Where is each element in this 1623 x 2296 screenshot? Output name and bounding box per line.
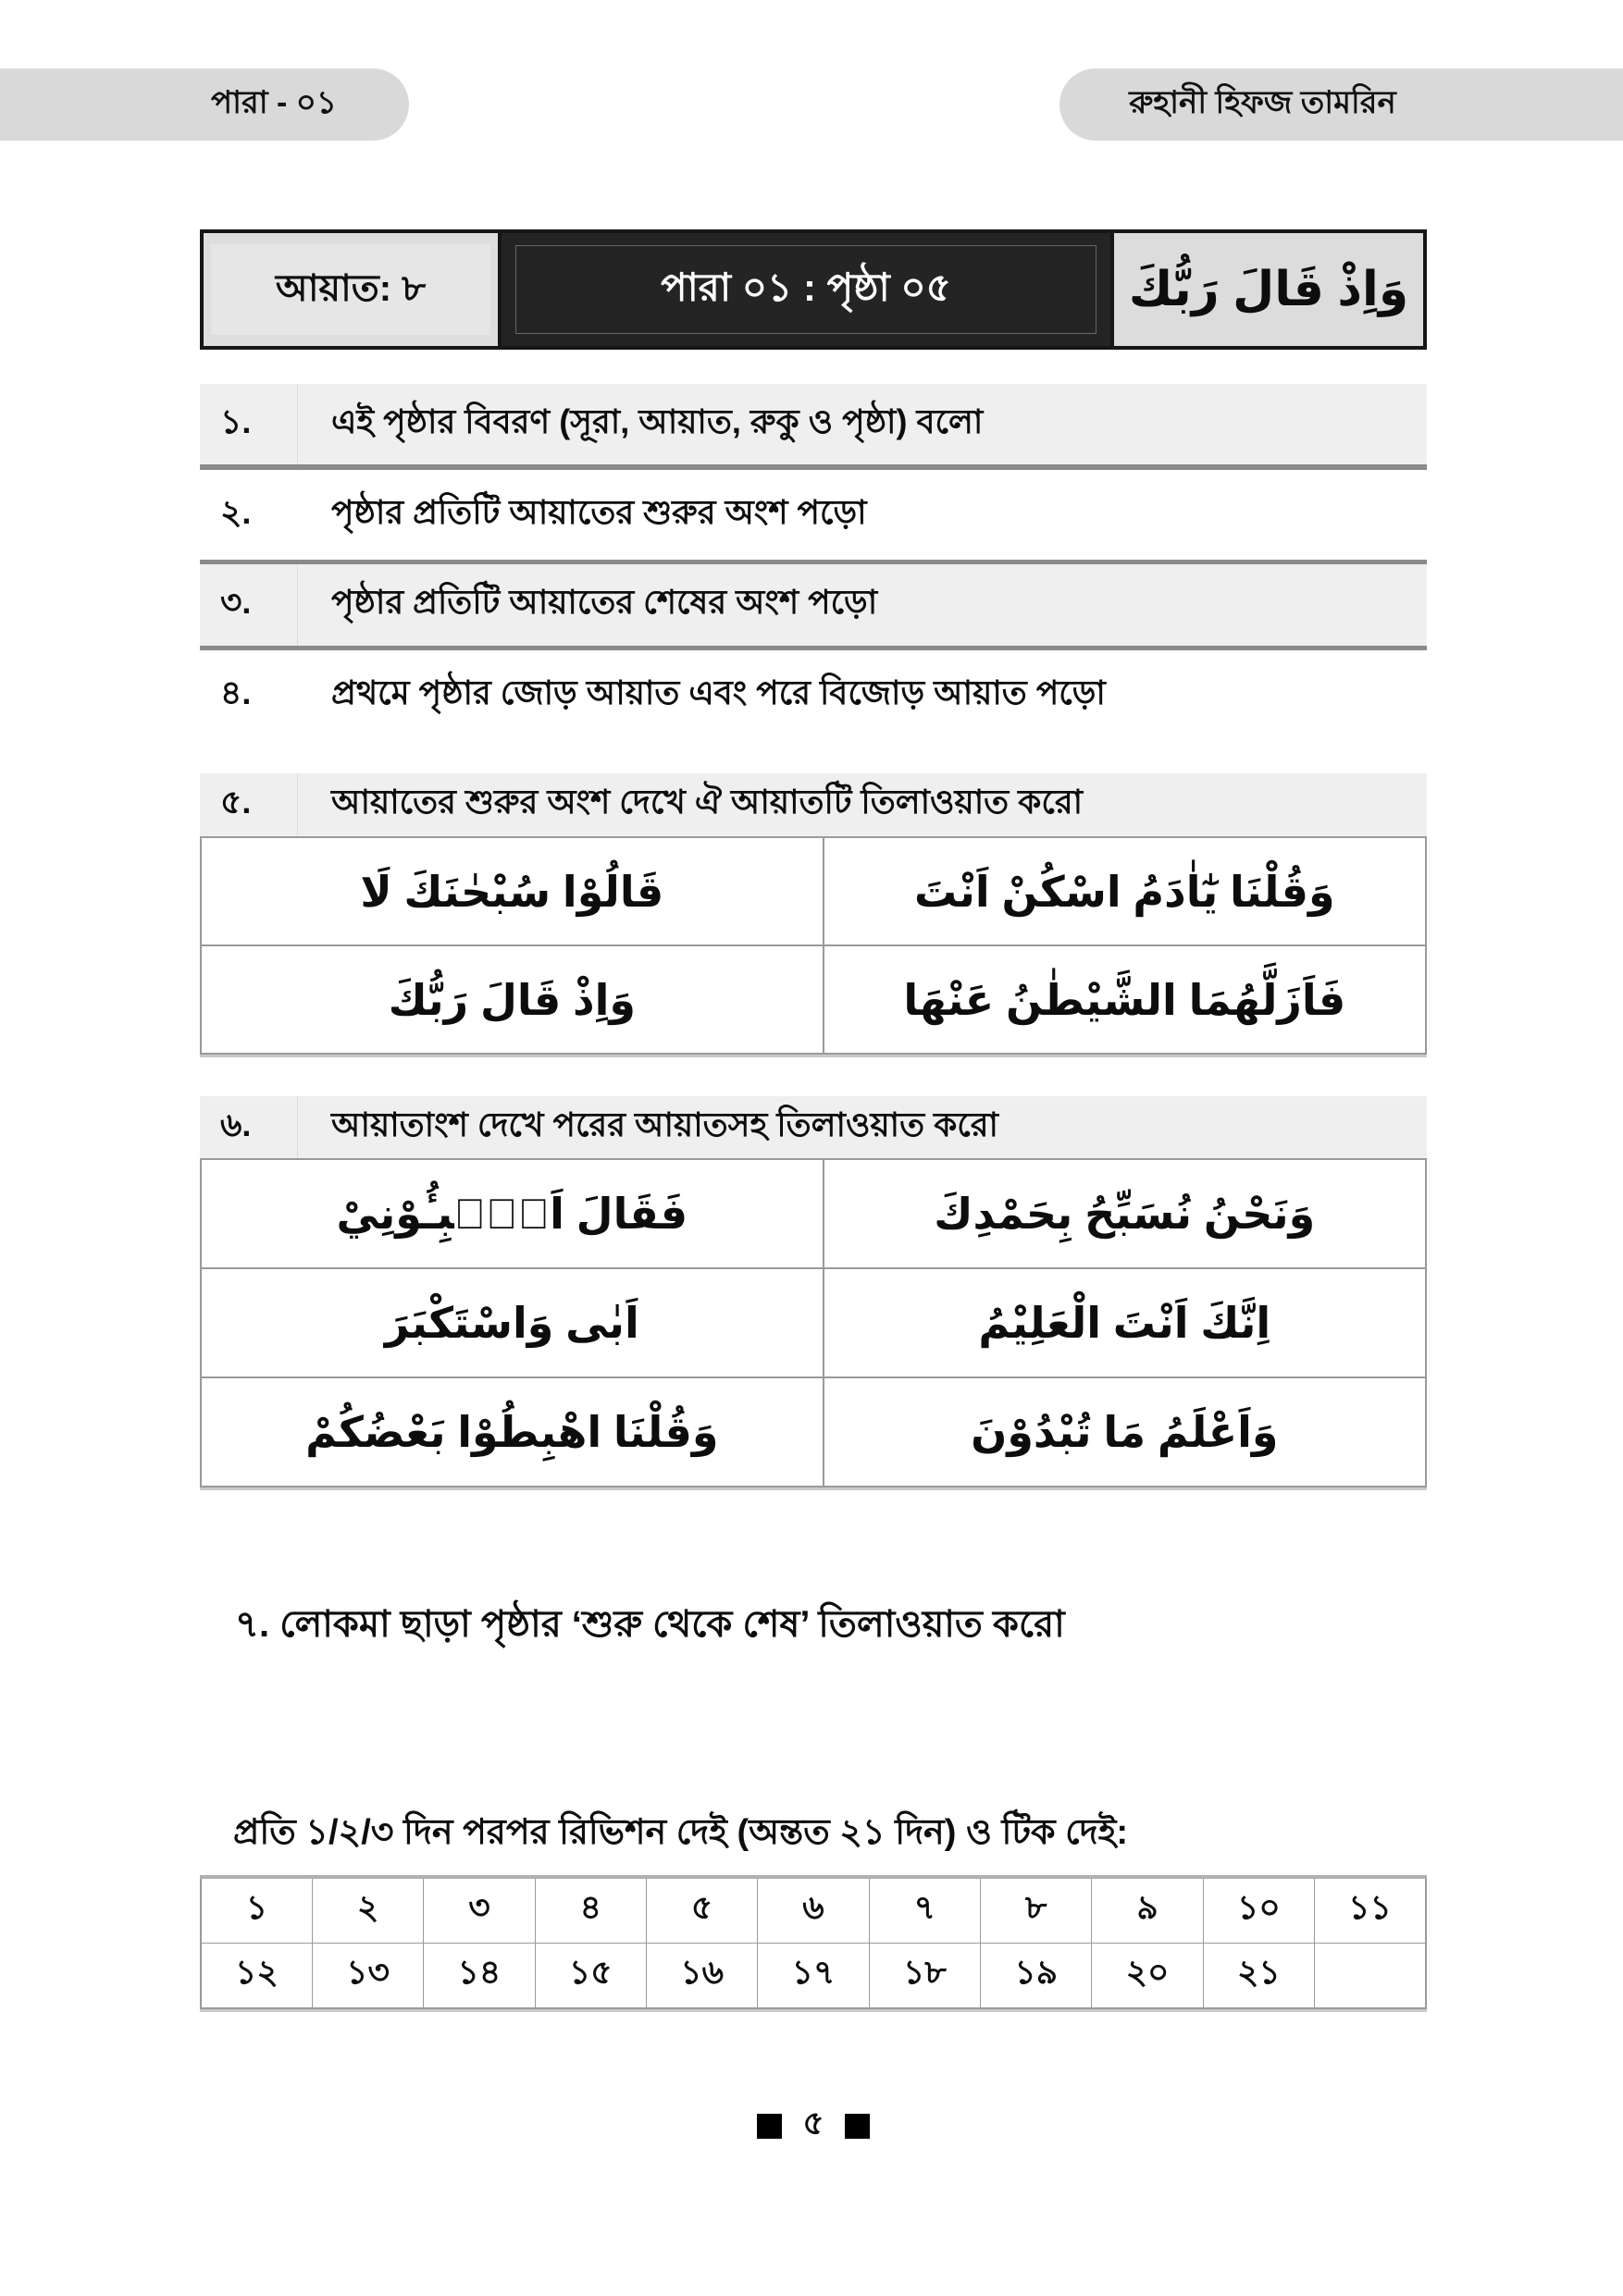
instruction-row-7 — [200, 1593, 1427, 1658]
revision-day-cell: ২০ — [1092, 1943, 1203, 2008]
ayah-cell: وَقُلْنَا اهْبِطُوْا بَعْضُكُمْ — [201, 1377, 824, 1487]
instruction-row-4 — [200, 650, 1427, 740]
instruction-2-text: পৃষ্ঠার প্রতিটি আয়াতের শুরুর অংশ পড়ো — [331, 492, 867, 531]
revision-heading-text: প্রতি ১/২/৩ দিন পরপর রিভিশন দেই (অন্তত ২১ দিন) ও টিক দেই: — [233, 1813, 1128, 1852]
instruction-row-6 — [200, 1096, 1427, 1158]
revision-day-cell: ১৫ — [535, 1943, 646, 2008]
revision-row-2 — [201, 1943, 1426, 2008]
ayah-cell: قَالُوْا سُبْحٰنَكَ لَا — [201, 837, 824, 945]
revision-day-cell: ৭ — [869, 1877, 980, 1943]
revision-row-1 — [201, 1877, 1426, 1943]
page-footer — [200, 2098, 1427, 2154]
revision-day-cell — [1315, 1943, 1426, 2008]
ayah-cell: وَاَعْلَمُ مَا تُبْدُوْنَ — [824, 1377, 1426, 1487]
instruction-1-text: এই পৃষ্ঠার বিবরণ (সূরা, আয়াত, রুকু ও পৃষ্ঠা) বলো — [331, 401, 984, 440]
instruction-row-1 — [200, 384, 1427, 470]
ayah-cell: فَاَزَلَّهُمَا الشَّيْطٰنُ عَنْهَا — [824, 945, 1426, 1054]
instruction-3-text: পৃষ্ঠার প্রতিটি আয়াতের শেষের অংশ পড়ো — [331, 583, 878, 621]
revision-day-cell: ৪ — [535, 1877, 646, 1943]
instruction-row-2 — [200, 470, 1427, 560]
instruction-row-5 — [200, 773, 1427, 836]
ayah-table-row — [201, 837, 1426, 945]
para-number-label: পারা - ০১ — [211, 84, 337, 120]
instruction-4-text: প্রথমে পৃষ্ঠার জোড় আয়াত এবং পরে বিজোড় আয়াত পড়ো — [331, 673, 1106, 711]
revision-day-cell: ১৮ — [869, 1943, 980, 2008]
revision-day-cell: ৮ — [981, 1877, 1092, 1943]
revision-day-cell: ১ — [201, 1877, 312, 1943]
ayah-start-table — [200, 836, 1427, 1055]
ayah-fragment-table — [200, 1158, 1427, 1487]
ayah-table-row — [201, 1377, 1426, 1487]
instruction-2-number: ২. — [220, 492, 252, 531]
revision-heading — [200, 1806, 1427, 1863]
ayat-count-cell — [204, 233, 502, 346]
arabic-title-cell — [1114, 233, 1423, 346]
arabic-title-text: وَاِذْ قَالَ رَبُّكَ — [1128, 263, 1409, 316]
revision-day-cell: ১৬ — [646, 1943, 757, 2008]
revision-day-cell: ১১ — [1315, 1877, 1426, 1943]
instruction-7-text: ৭. লোকমা ছাড়া পৃষ্ঠার ‘শুরু থেকে শেষ’ তিলাওয়াত করো — [235, 1603, 1065, 1645]
revision-day-cell: ৫ — [646, 1877, 757, 1943]
ayat-count-label: আয়াত: ৮ — [275, 267, 427, 309]
book-title-label: রুহানী হিফজ তামরিন — [1129, 84, 1396, 120]
revision-day-cell: ৩ — [424, 1877, 535, 1943]
ayah-cell: اِنَّكَ اَنْتَ الْعَلِيْمُ — [824, 1268, 1426, 1377]
instruction-6-text: আয়াতাংশ দেখে পরের আয়াতসহ তিলাওয়াত করো — [331, 1105, 998, 1143]
instruction-1-number: ১. — [200, 384, 298, 464]
revision-day-cell: ১২ — [201, 1943, 312, 2008]
revision-day-cell: ২১ — [1203, 1943, 1314, 2008]
page-number: ৫ — [802, 2104, 824, 2142]
ayah-table-row — [201, 945, 1426, 1054]
ayah-cell: فَقَالَ اَنْۢبِـُٔوْنِيْ — [201, 1159, 824, 1268]
para-page-cell — [502, 233, 1114, 346]
instruction-3-number: ৩. — [200, 564, 298, 646]
revision-day-cell: ১৩ — [312, 1943, 423, 2008]
revision-tick-table — [200, 1875, 1427, 2009]
instruction-4-number: ৪. — [220, 673, 252, 711]
revision-day-cell: ৯ — [1092, 1877, 1203, 1943]
revision-day-cell: ৬ — [758, 1877, 869, 1943]
ayah-table-row — [201, 1268, 1426, 1377]
ayah-cell: وَاِذْ قَالَ رَبُّكَ — [201, 945, 824, 1054]
page-content — [200, 0, 1427, 2296]
para-page-inner-frame — [515, 245, 1096, 334]
revision-day-cell: ১৪ — [424, 1943, 535, 2008]
ayah-cell: اَبٰى وَاسْتَكْبَرَ — [201, 1268, 824, 1377]
para-page-label: পারা ০১ : পৃষ্ঠা ০৫ — [661, 265, 951, 309]
square-marker-icon — [845, 2114, 870, 2139]
instruction-5-text: আয়াতের শুরুর অংশ দেখে ঐ আয়াতটি তিলাওয়াত করো — [331, 783, 1084, 821]
page-info-box — [200, 229, 1427, 350]
ayah-cell: وَقُلْنَا يٰٓاٰدَمُ اسْكُنْ اَنْتَ — [824, 837, 1426, 945]
revision-day-cell: ২ — [312, 1877, 423, 1943]
revision-day-cell: ১৯ — [981, 1943, 1092, 2008]
revision-day-cell: ১৭ — [758, 1943, 869, 2008]
instruction-6-number: ৬. — [200, 1096, 298, 1158]
revision-day-cell: ১০ — [1203, 1877, 1314, 1943]
instruction-row-3 — [200, 560, 1427, 650]
instruction-5-number: ৫. — [200, 773, 298, 836]
square-marker-icon — [757, 2114, 782, 2139]
ayah-table-row — [201, 1159, 1426, 1268]
ayah-cell: وَنَحْنُ نُسَبِّحُ بِحَمْدِكَ — [824, 1159, 1426, 1268]
